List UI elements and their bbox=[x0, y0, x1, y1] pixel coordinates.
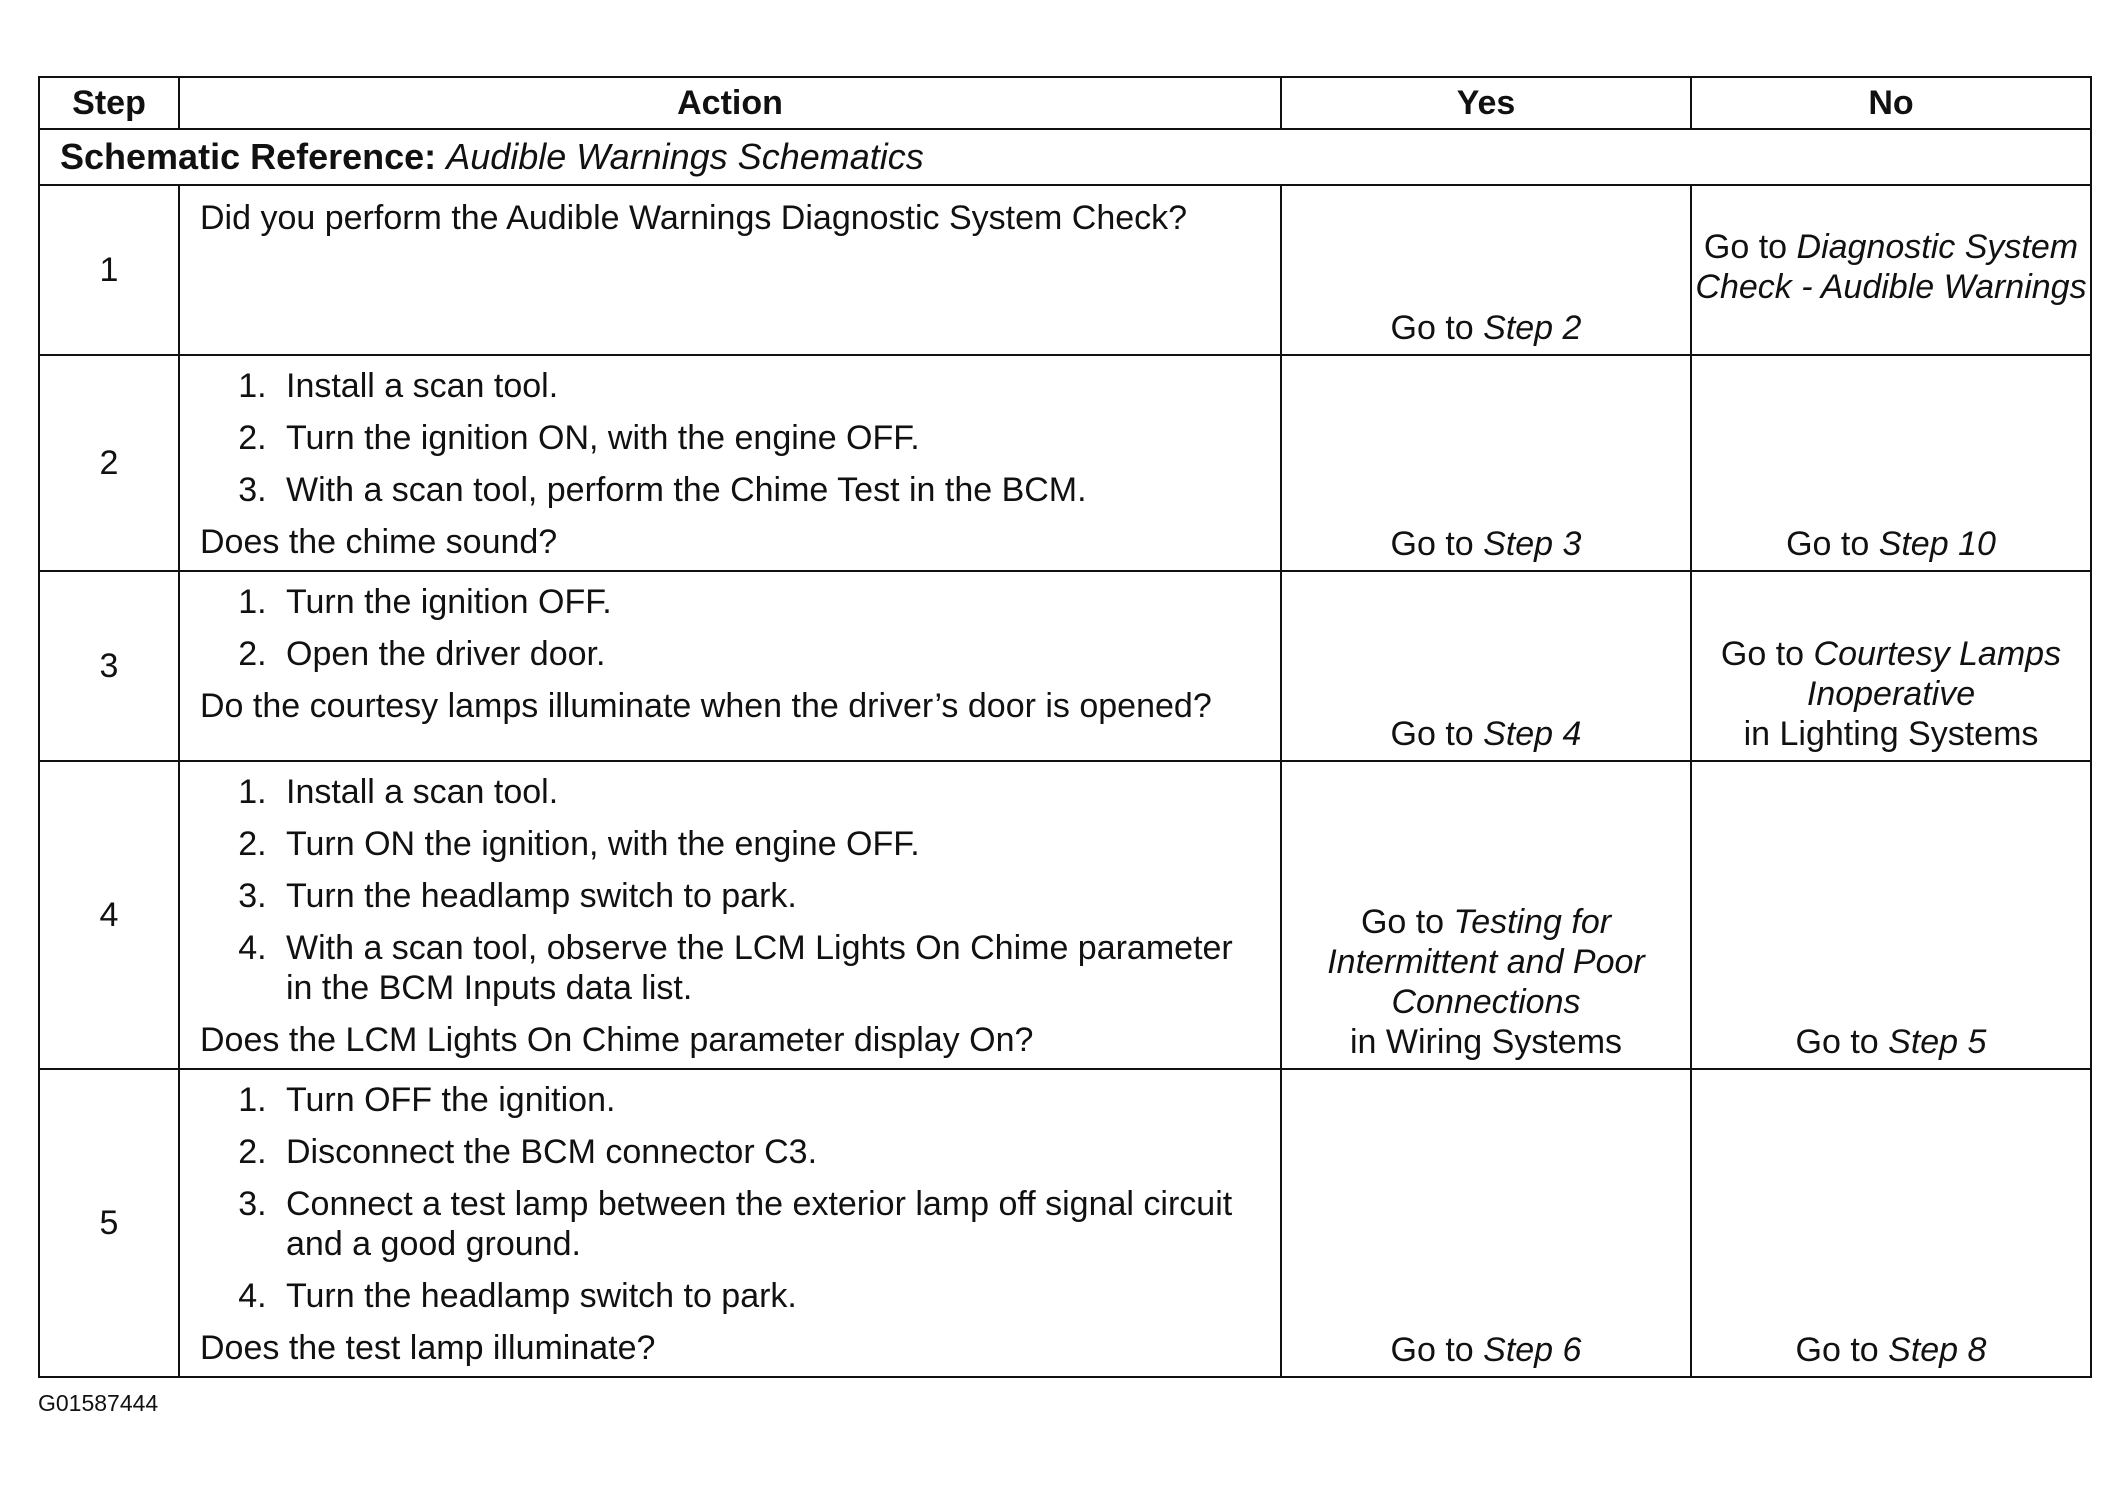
schematic-reference bbox=[39, 129, 2091, 185]
table-row bbox=[39, 1069, 2091, 1377]
diagnostic-table bbox=[38, 76, 2092, 1378]
no-link[interactable]: Step 10 bbox=[1878, 525, 1996, 563]
schematic-reference-label: Schematic Reference: bbox=[60, 136, 437, 177]
action-step: 2. Disconnect the BCM connector C3. bbox=[276, 1132, 1262, 1172]
action-question: Do the courtesy lamps illuminate when the driver’s door is opened? bbox=[200, 687, 1212, 725]
no-prefix: Go to bbox=[1795, 1331, 1889, 1369]
yes-link[interactable]: Step 2 bbox=[1483, 309, 1582, 347]
yes-suffix: in Wiring Systems bbox=[1349, 1023, 1623, 1061]
no-link[interactable]: Step 8 bbox=[1888, 1331, 1987, 1369]
action-steps bbox=[200, 366, 1262, 510]
yes-link[interactable]: Step 3 bbox=[1483, 525, 1582, 563]
action-step: 4. With a scan tool, observe the LCM Lights On Chime parameter in the BCM Inputs data list. bbox=[276, 928, 1262, 1008]
yes-link[interactable]: Step 4 bbox=[1483, 715, 1582, 753]
action-step: 3. Connect a test lamp between the exterior lamp off signal circuit and a good ground. bbox=[276, 1184, 1262, 1264]
yes-prefix: Go to bbox=[1390, 1331, 1484, 1369]
no-result bbox=[1691, 355, 2091, 571]
action-steps bbox=[200, 582, 1262, 674]
yes-result bbox=[1281, 571, 1691, 761]
header-action: Action bbox=[179, 77, 1281, 129]
step-number: 4 bbox=[39, 761, 179, 1069]
table-row bbox=[39, 571, 2091, 761]
yes-result bbox=[1281, 761, 1691, 1069]
no-result bbox=[1691, 571, 2091, 761]
no-result bbox=[1691, 1069, 2091, 1377]
yes-prefix: Go to bbox=[1360, 903, 1454, 941]
yes-prefix: Go to bbox=[1390, 715, 1484, 753]
no-suffix: in Lighting Systems bbox=[1743, 715, 2039, 753]
action-step: 1. Install a scan tool. bbox=[276, 366, 1262, 406]
no-prefix: Go to bbox=[1703, 228, 1797, 266]
header-yes: Yes bbox=[1281, 77, 1691, 129]
action-question: Does the LCM Lights On Chime parameter display On? bbox=[200, 1021, 1034, 1059]
no-prefix: Go to bbox=[1786, 525, 1879, 563]
action-question: Did you perform the Audible Warnings Diagnostic System Check? bbox=[200, 199, 1188, 237]
header-no: No bbox=[1691, 77, 2091, 129]
table-row bbox=[39, 761, 2091, 1069]
header-row bbox=[39, 77, 2091, 129]
action-step: 1. Turn the ignition OFF. bbox=[276, 582, 1262, 622]
header-step: Step bbox=[39, 77, 179, 129]
no-link[interactable]: Diagnostic System Check - Audible Warnings bbox=[1695, 228, 2087, 306]
action-step: 3. With a scan tool, perform the Chime Test in the BCM. bbox=[276, 470, 1262, 510]
action-steps bbox=[200, 772, 1262, 1008]
yes-prefix: Go to bbox=[1390, 525, 1484, 563]
schematic-reference-link[interactable]: Audible Warnings Schematics bbox=[446, 136, 924, 177]
yes-result bbox=[1281, 185, 1691, 355]
action-step: 1. Install a scan tool. bbox=[276, 772, 1262, 812]
yes-result bbox=[1281, 1069, 1691, 1377]
yes-link[interactable]: Testing for Intermittent and Poor Connections bbox=[1327, 903, 1645, 1021]
action-step: 3. Turn the headlamp switch to park. bbox=[276, 876, 1262, 916]
no-prefix: Go to bbox=[1795, 1023, 1889, 1061]
figure-id: G01587444 bbox=[38, 1390, 159, 1416]
yes-prefix: Go to bbox=[1390, 309, 1484, 347]
action-cell bbox=[179, 571, 1281, 761]
table-row bbox=[39, 185, 2091, 355]
no-result bbox=[1691, 185, 2091, 355]
action-step: 1. Turn OFF the ignition. bbox=[276, 1080, 1262, 1120]
no-result bbox=[1691, 761, 2091, 1069]
action-step: 2. Turn the ignition ON, with the engine OFF. bbox=[276, 418, 1262, 458]
action-question: Does the test lamp illuminate? bbox=[200, 1329, 656, 1367]
action-step: 4. Turn the headlamp switch to park. bbox=[276, 1276, 1262, 1316]
table-row bbox=[39, 355, 2091, 571]
action-cell bbox=[179, 185, 1281, 355]
action-step: 2. Open the driver door. bbox=[276, 634, 1262, 674]
no-prefix: Go to bbox=[1720, 635, 1814, 673]
action-cell bbox=[179, 1069, 1281, 1377]
action-cell bbox=[179, 355, 1281, 571]
no-link[interactable]: Courtesy Lamps Inoperative bbox=[1806, 635, 2062, 713]
yes-link[interactable]: Step 6 bbox=[1483, 1331, 1582, 1369]
step-number: 3 bbox=[39, 571, 179, 761]
no-link[interactable]: Step 5 bbox=[1888, 1023, 1987, 1061]
step-number: 2 bbox=[39, 355, 179, 571]
action-step: 2. Turn ON the ignition, with the engine OFF. bbox=[276, 824, 1262, 864]
schematic-reference-row bbox=[39, 129, 2091, 185]
action-steps bbox=[200, 1080, 1262, 1316]
action-cell bbox=[179, 761, 1281, 1069]
action-question: Does the chime sound? bbox=[200, 523, 558, 561]
step-number: 1 bbox=[39, 185, 179, 355]
yes-result bbox=[1281, 355, 1691, 571]
step-number: 5 bbox=[39, 1069, 179, 1377]
